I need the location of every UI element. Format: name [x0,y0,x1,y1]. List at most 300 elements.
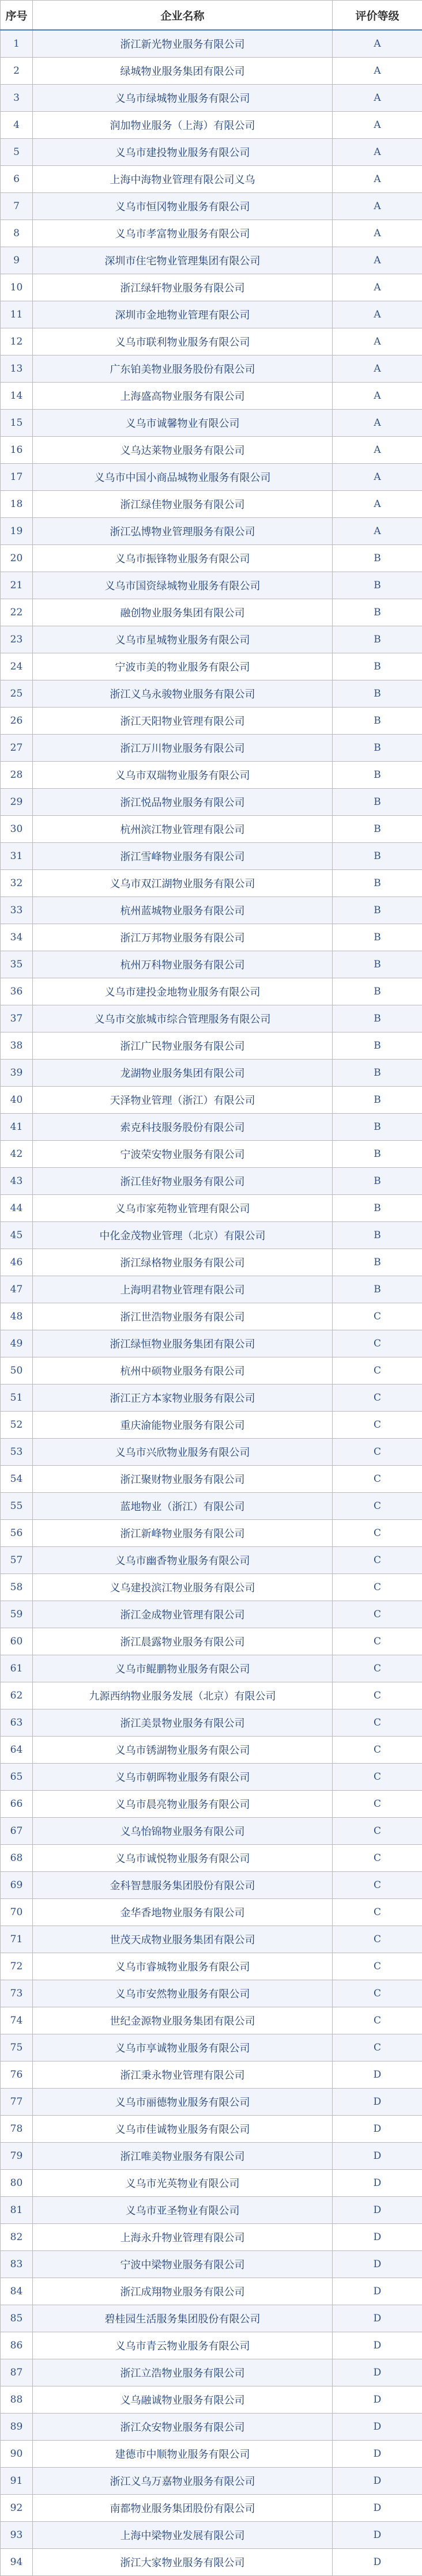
row-company-name: 杭州滨江物业管理有限公司 [33,816,333,843]
row-serial: 15 [1,410,33,437]
row-rating-grade: B [333,1276,422,1303]
row-serial: 30 [1,816,33,843]
table-row [1,1439,422,1466]
row-serial: 3 [1,85,33,112]
table-row [1,2007,422,2034]
row-serial: 83 [1,2251,33,2278]
row-rating-grade: D [333,2468,422,2495]
row-company-name: 浙江秉永物业管理有限公司 [33,2061,333,2089]
row-company-name: 上海明君物业管理有限公司 [33,1276,333,1303]
table-row [1,1655,422,1682]
row-serial: 25 [1,680,33,708]
row-rating-grade: C [333,1520,422,1547]
row-company-name: 上海中梁物业发展有限公司 [33,2522,333,2549]
row-rating-grade: C [333,1845,422,1872]
row-rating-grade: C [333,1709,422,1737]
table-row [1,491,422,518]
row-rating-grade: C [333,1737,422,1764]
row-serial: 37 [1,1005,33,1032]
table-row [1,2305,422,2332]
row-rating-grade: C [333,1385,422,1412]
table-row [1,1466,422,1493]
table-row [1,1628,422,1655]
row-rating-grade: B [333,599,422,626]
row-rating-grade: B [333,626,422,653]
row-serial: 60 [1,1628,33,1655]
row-company-name: 义乌达莱物业服务有限公司 [33,437,333,464]
row-company-name: 义乌市中国小商品城物业服务有限公司 [33,464,333,491]
row-company-name: 义乌市建投物业服务有限公司 [33,139,333,166]
table-row [1,951,422,978]
row-serial: 46 [1,1249,33,1276]
row-serial: 56 [1,1520,33,1547]
row-company-name: 浙江绿恒物业服务集团有限公司 [33,1330,333,1357]
row-rating-grade: C [333,1547,422,1574]
row-serial: 1 [1,30,33,58]
row-serial: 24 [1,653,33,680]
row-rating-grade: D [333,2251,422,2278]
row-rating-grade: A [333,437,422,464]
row-rating-grade: C [333,1493,422,1520]
row-rating-grade: C [333,1357,422,1385]
row-company-name: 义乌市振锋物业服务有限公司 [33,545,333,572]
row-rating-grade: D [333,2278,422,2305]
row-serial: 82 [1,2224,33,2251]
row-company-name: 重庆渝能物业服务有限公司 [33,1412,333,1439]
table-row [1,1141,422,1168]
table-row [1,1168,422,1195]
table-row [1,1682,422,1709]
row-company-name: 义乌市享诚物业服务有限公司 [33,2034,333,2061]
row-serial: 45 [1,1222,33,1249]
row-rating-grade: D [333,2549,422,2576]
row-company-name: 浙江广民物业服务有限公司 [33,1032,333,1060]
row-serial: 55 [1,1493,33,1520]
row-company-name: 润加物业服务（上海）有限公司 [33,112,333,139]
row-rating-grade: C [333,1655,422,1682]
row-rating-grade: A [333,274,422,301]
row-serial: 91 [1,2468,33,2495]
row-company-name: 义乌市锈湖物业服务有限公司 [33,1737,333,1764]
row-rating-grade: C [333,1439,422,1466]
row-rating-grade: A [333,166,422,193]
table-row [1,383,422,410]
row-rating-grade: B [333,843,422,870]
table-row [1,2170,422,2197]
row-rating-grade: D [333,2359,422,2386]
row-rating-grade: C [333,1899,422,1926]
row-serial: 19 [1,518,33,545]
table-row [1,1845,422,1872]
row-company-name: 九源西纳物业服务发展（北京）有限公司 [33,1682,333,1709]
row-rating-grade: D [333,2143,422,2170]
row-company-name: 义乌市诚悦物业服务有限公司 [33,1845,333,1872]
row-rating-grade: B [333,978,422,1005]
table-row [1,2468,422,2495]
table-row [1,1791,422,1818]
row-rating-grade: D [333,2386,422,2414]
row-company-name: 中化金茂物业管理（北京）有限公司 [33,1222,333,1249]
row-serial: 66 [1,1791,33,1818]
row-rating-grade: B [333,924,422,951]
row-company-name: 浙江金成物业管理有限公司 [33,1601,333,1628]
row-company-name: 杭州万科物业服务有限公司 [33,951,333,978]
row-serial: 14 [1,383,33,410]
table-row [1,464,422,491]
row-rating-grade: B [333,680,422,708]
row-rating-grade: A [333,355,422,383]
row-company-name: 龙湖物业服务集团有限公司 [33,1060,333,1087]
row-serial: 4 [1,112,33,139]
row-serial: 80 [1,2170,33,2197]
row-serial: 85 [1,2305,33,2332]
row-company-name: 义乌市亚圣物业有限公司 [33,2197,333,2224]
row-rating-grade: D [333,2170,422,2197]
row-company-name: 义乌市双江湖物业服务有限公司 [33,870,333,897]
table-row [1,1060,422,1087]
table-row [1,1276,422,1303]
row-company-name: 浙江美景物业服务有限公司 [33,1709,333,1737]
row-rating-grade: A [333,139,422,166]
row-company-name: 义乌市星城物业服务有限公司 [33,626,333,653]
table-row [1,58,422,85]
row-serial: 18 [1,491,33,518]
row-rating-grade: B [333,708,422,735]
table-row [1,1547,422,1574]
row-rating-grade: A [333,301,422,328]
row-company-name: 蓝地物业（浙江）有限公司 [33,1493,333,1520]
row-serial: 88 [1,2386,33,2414]
table-row [1,2441,422,2468]
row-company-name: 义乌市幽香物业服务有限公司 [33,1547,333,1574]
row-company-name: 浙江弘博物业管理服务有限公司 [33,518,333,545]
row-company-name: 世茂天成物业服务集团有限公司 [33,1926,333,1953]
table-header [1,1,422,31]
row-serial: 26 [1,708,33,735]
row-company-name: 浙江正方本家物业服务有限公司 [33,1385,333,1412]
table-row [1,762,422,789]
row-serial: 65 [1,1764,33,1791]
row-company-name: 上海中海物业管理有限公司义乌 [33,166,333,193]
table-row [1,1899,422,1926]
row-serial: 58 [1,1574,33,1601]
row-company-name: 义乌市家苑物业管理有限公司 [33,1195,333,1222]
row-serial: 9 [1,247,33,274]
row-serial: 47 [1,1276,33,1303]
row-rating-grade: C [333,1872,422,1899]
row-serial: 12 [1,328,33,355]
row-serial: 33 [1,897,33,924]
row-rating-grade: B [333,1032,422,1060]
row-serial: 67 [1,1818,33,1845]
row-company-name: 上海永升物业管理有限公司 [33,2224,333,2251]
row-serial: 81 [1,2197,33,2224]
row-serial: 79 [1,2143,33,2170]
row-company-name: 浙江立浩物业服务有限公司 [33,2359,333,2386]
table-row [1,1709,422,1737]
row-rating-grade: C [333,1818,422,1845]
table-row [1,1330,422,1357]
table-row [1,1818,422,1845]
table-row [1,2549,422,2576]
row-company-name: 杭州中硕物业服务有限公司 [33,1357,333,1385]
table-row [1,1357,422,1385]
row-rating-grade: B [333,816,422,843]
row-rating-grade: D [333,2441,422,2468]
row-company-name: 义乌市国资绿城物业服务有限公司 [33,572,333,599]
row-rating-grade: C [333,1791,422,1818]
row-company-name: 浙江众安物业服务有限公司 [33,2414,333,2441]
row-serial: 17 [1,464,33,491]
table-row [1,1926,422,1953]
row-serial: 7 [1,193,33,220]
row-serial: 54 [1,1466,33,1493]
table-row [1,1574,422,1601]
row-company-name: 浙江世浩物业服务有限公司 [33,1303,333,1330]
row-rating-grade: C [333,1980,422,2007]
row-rating-grade: D [333,2495,422,2522]
table-row [1,1087,422,1114]
table-row [1,437,422,464]
table-row [1,924,422,951]
row-serial: 41 [1,1114,33,1141]
row-rating-grade: A [333,58,422,85]
table-row [1,870,422,897]
table-row [1,1005,422,1032]
table-row [1,626,422,653]
row-company-name: 浙江万邦物业服务有限公司 [33,924,333,951]
table-row [1,1249,422,1276]
row-serial: 86 [1,2332,33,2359]
row-rating-grade: B [333,1249,422,1276]
row-rating-grade: C [333,1466,422,1493]
row-rating-grade: C [333,1601,422,1628]
row-serial: 68 [1,1845,33,1872]
row-company-name: 浙江晨露物业服务有限公司 [33,1628,333,1655]
row-serial: 31 [1,843,33,870]
table-row [1,1195,422,1222]
table-body [1,30,422,2576]
row-serial: 87 [1,2359,33,2386]
table-row [1,680,422,708]
table-row [1,85,422,112]
row-serial: 59 [1,1601,33,1628]
table-row [1,2359,422,2386]
row-rating-grade: A [333,464,422,491]
row-serial: 73 [1,1980,33,2007]
row-serial: 64 [1,1737,33,1764]
row-company-name: 浙江佳好物业服务有限公司 [33,1168,333,1195]
row-company-name: 金华香地物业服务有限公司 [33,1899,333,1926]
row-company-name: 义乌市交旅城市综合管理服务有限公司 [33,1005,333,1032]
row-serial: 53 [1,1439,33,1466]
row-company-name: 义乌市朝晖物业服务有限公司 [33,1764,333,1791]
table-row [1,112,422,139]
row-rating-grade: C [333,1926,422,1953]
table-row [1,1520,422,1547]
row-company-name: 浙江绿佳物业服务有限公司 [33,491,333,518]
row-company-name: 义乌市睿城物业服务有限公司 [33,1953,333,1980]
row-rating-grade: B [333,1005,422,1032]
row-rating-grade: A [333,85,422,112]
row-rating-grade: D [333,2332,422,2359]
row-company-name: 浙江唯美物业服务有限公司 [33,2143,333,2170]
row-company-name: 义乌市联利物业服务有限公司 [33,328,333,355]
row-rating-grade: A [333,30,422,58]
table-row [1,1980,422,2007]
table-row [1,2251,422,2278]
row-rating-grade: B [333,762,422,789]
row-serial: 48 [1,1303,33,1330]
row-rating-grade: A [333,247,422,274]
row-serial: 8 [1,220,33,247]
table-row [1,1764,422,1791]
table-row [1,599,422,626]
table-row [1,2522,422,2549]
table-row [1,816,422,843]
row-company-name: 义乌市建投金地物业服务有限公司 [33,978,333,1005]
row-serial: 71 [1,1926,33,1953]
row-company-name: 广东铂美物业服务股份有限公司 [33,355,333,383]
row-serial: 34 [1,924,33,951]
row-rating-grade: B [333,897,422,924]
row-rating-grade: A [333,383,422,410]
row-company-name: 天泽物业管理（浙江）有限公司 [33,1087,333,1114]
row-company-name: 义乌市诚馨物业有限公司 [33,410,333,437]
row-rating-grade: A [333,328,422,355]
row-rating-grade: B [333,951,422,978]
row-rating-grade: B [333,1087,422,1114]
row-company-name: 浙江绿格物业服务有限公司 [33,1249,333,1276]
row-serial: 78 [1,2116,33,2143]
table-row [1,897,422,924]
row-serial: 36 [1,978,33,1005]
row-company-name: 浙江天阳物业管理有限公司 [33,708,333,735]
table-row [1,2061,422,2089]
table-row [1,572,422,599]
row-company-name: 世纪金源物业服务集团有限公司 [33,2007,333,2034]
row-serial: 21 [1,572,33,599]
row-company-name: 浙江成翔物业服务有限公司 [33,2278,333,2305]
row-company-name: 杭州蓝城物业服务有限公司 [33,897,333,924]
row-serial: 50 [1,1357,33,1385]
table-row [1,2197,422,2224]
table-row [1,30,422,58]
table-row [1,735,422,762]
table-row [1,653,422,680]
row-rating-grade: D [333,2522,422,2549]
row-serial: 57 [1,1547,33,1574]
row-serial: 28 [1,762,33,789]
row-rating-grade: B [333,1060,422,1087]
row-rating-grade: A [333,220,422,247]
table-row [1,545,422,572]
row-company-name: 浙江万川物业服务有限公司 [33,735,333,762]
row-company-name: 深圳市金地物业管理有限公司 [33,301,333,328]
table-row [1,193,422,220]
row-serial: 10 [1,274,33,301]
row-company-name: 金科智慧服务集团股份有限公司 [33,1872,333,1899]
row-company-name: 义乌市绿城物业服务有限公司 [33,85,333,112]
row-rating-grade: C [333,1303,422,1330]
row-serial: 13 [1,355,33,383]
table-row [1,355,422,383]
row-serial: 90 [1,2441,33,2468]
row-serial: 89 [1,2414,33,2441]
row-rating-grade: A [333,193,422,220]
row-company-name: 融创物业服务集团有限公司 [33,599,333,626]
table-row [1,2278,422,2305]
row-company-name: 义乌融诚物业服务有限公司 [33,2386,333,2414]
header-rating-grade: 评价等级 [333,1,422,31]
row-rating-grade: C [333,1764,422,1791]
table-row [1,2116,422,2143]
table-row [1,1601,422,1628]
row-company-name: 宁波荣安物业服务有限公司 [33,1141,333,1168]
row-rating-grade: C [333,1412,422,1439]
row-company-name: 宁波市美的物业服务有限公司 [33,653,333,680]
row-company-name: 浙江义乌万嘉物业服务有限公司 [33,2468,333,2495]
table-row [1,843,422,870]
table-row [1,1872,422,1899]
row-serial: 52 [1,1412,33,1439]
row-rating-grade: B [333,1141,422,1168]
row-rating-grade: C [333,1682,422,1709]
table-row [1,1737,422,1764]
row-company-name: 浙江悦品物业服务有限公司 [33,789,333,816]
row-serial: 22 [1,599,33,626]
row-serial: 62 [1,1682,33,1709]
row-company-name: 义乌市鲲鹏物业服务有限公司 [33,1655,333,1682]
row-serial: 38 [1,1032,33,1060]
row-serial: 29 [1,789,33,816]
table-row [1,301,422,328]
row-serial: 2 [1,58,33,85]
header-row [1,1,422,31]
row-serial: 49 [1,1330,33,1357]
row-rating-grade: D [333,2089,422,2116]
table-row [1,708,422,735]
row-company-name: 浙江新光物业服务有限公司 [33,30,333,58]
row-serial: 75 [1,2034,33,2061]
row-rating-grade: C [333,1953,422,1980]
table-row [1,274,422,301]
row-rating-grade: A [333,410,422,437]
table-row [1,1953,422,1980]
table-row [1,978,422,1005]
row-company-name: 浙江新峰物业服务有限公司 [33,1520,333,1547]
row-serial: 72 [1,1953,33,1980]
table-row [1,410,422,437]
row-rating-grade: B [333,653,422,680]
row-company-name: 义乌市佳诚物业服务有限公司 [33,2116,333,2143]
row-rating-grade: B [333,735,422,762]
row-company-name: 义乌市安然物业服务有限公司 [33,1980,333,2007]
table-row [1,247,422,274]
row-rating-grade: A [333,112,422,139]
row-serial: 42 [1,1141,33,1168]
row-serial: 35 [1,951,33,978]
row-company-name: 深圳市住宅物业管理集团有限公司 [33,247,333,274]
row-company-name: 浙江大家物业服务有限公司 [33,2549,333,2576]
table-row [1,518,422,545]
table-row [1,1385,422,1412]
row-serial: 51 [1,1385,33,1412]
row-rating-grade: D [333,2116,422,2143]
row-serial: 32 [1,870,33,897]
row-rating-grade: D [333,2305,422,2332]
table-row [1,2034,422,2061]
